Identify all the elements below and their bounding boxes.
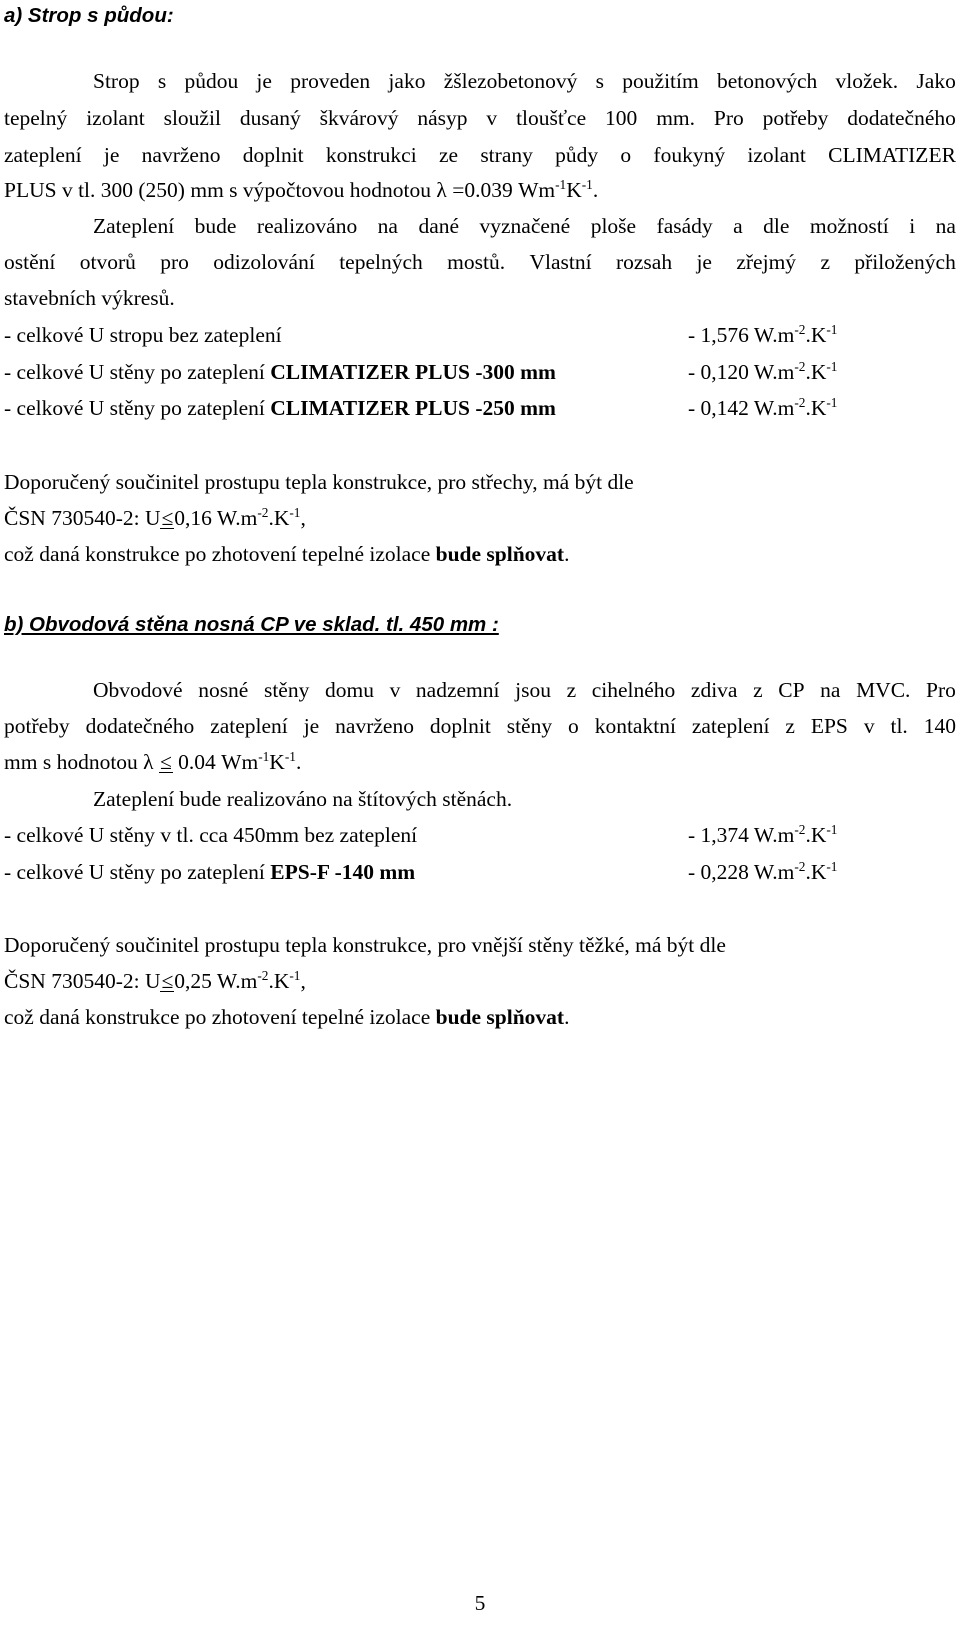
word: násyp <box>417 106 468 130</box>
section-a-para2-line2 <box>4 252 956 274</box>
word: jako <box>388 69 426 93</box>
word: Vlastní <box>529 250 592 274</box>
word: z <box>753 678 763 702</box>
word: izolant <box>86 106 145 130</box>
word: zdiva <box>690 678 738 702</box>
word: 140 <box>923 714 956 738</box>
word: zateplení <box>691 714 770 738</box>
word: dodatečného <box>85 714 195 738</box>
word: a <box>733 214 743 238</box>
section-a-value-row-2-value: - 0,120 $W.m^{-2}.K^{-1}$ <box>688 359 838 384</box>
word: Strop <box>93 69 140 93</box>
word: na <box>935 214 956 238</box>
word: je <box>256 69 272 93</box>
word: Zateplení <box>93 214 175 238</box>
word: z <box>566 678 577 702</box>
word: půdy <box>555 143 599 167</box>
section-a-recommendation-line3: což daná konstrukce po zhotovení tepelné izolace bude splňovat. <box>4 542 570 566</box>
word: proveden <box>290 69 371 93</box>
word: otvorů <box>79 250 136 274</box>
word: bude <box>194 214 237 238</box>
word: je <box>696 250 712 274</box>
word: Obvodové <box>93 678 183 702</box>
word: zateplení <box>210 714 288 738</box>
word: na <box>377 214 398 238</box>
word: ostění <box>4 250 56 274</box>
word: vložek. <box>835 69 899 93</box>
word: je <box>303 714 320 738</box>
word: tl. <box>890 714 908 738</box>
word: dané <box>418 214 460 238</box>
word: ze <box>438 143 459 167</box>
section-b-value-row-2-label: - celkové U stěny po zateplení EPS-F -140 mm <box>4 860 416 884</box>
section-b-value-row-1-label: - celkové U stěny v tl. cca 450mm bez zateplení <box>4 823 418 847</box>
word: i <box>909 214 916 238</box>
word: Pro <box>713 106 744 130</box>
section-b-heading: b) Obvodová stěna nosná CP ve sklad. tl. 450 mm : <box>4 613 499 636</box>
word: s <box>595 69 605 93</box>
word: doplnit <box>429 714 491 738</box>
word: vyznačené <box>479 214 571 238</box>
word: pro <box>160 250 189 274</box>
word: potřeby <box>762 106 829 130</box>
word: domu <box>324 678 374 702</box>
word: dusaný <box>239 106 301 130</box>
word: CLIMATIZER <box>828 143 956 167</box>
section-a-para1-line2 <box>4 108 956 130</box>
word: s <box>157 69 167 93</box>
word: z <box>785 714 795 738</box>
word: v <box>486 106 498 130</box>
section-a-recommendation-line2: ČSN 730540-2: U≤0,16 $W.m^{-2}.K^{-1}$, <box>4 505 306 530</box>
section-a-para2-line1 <box>93 216 956 238</box>
section-b-para1-line1 <box>93 680 956 702</box>
word: strany <box>480 143 533 167</box>
word: v <box>863 714 875 738</box>
word: na <box>820 678 841 702</box>
section-a-value-row-1-value: - 1,576 $W.m^{-2}.K^{-1}$ <box>688 322 838 347</box>
word: mm. <box>656 106 696 130</box>
section-a-recommendation-line1: Doporučený součinitel prostupu tepla konstrukce, pro střechy, má být dle <box>4 470 634 494</box>
word: je <box>103 143 120 167</box>
section-b-recommendation-line2: ČSN 730540-2: U≤0,25 $W.m^{-2}.K^{-1}$, <box>4 968 306 993</box>
section-b-recommendation-line3: což daná konstrukce po zhotovení tepelné izolace bude splňovat. <box>4 1005 570 1029</box>
word: cihelného <box>591 678 676 702</box>
section-a-para1-line4: PLUS v tl. 300 (250) mm s výpočtovou hodnotou λ =0.039 $Wm^{-1}K^{-1}$. <box>4 177 599 202</box>
word: izolant <box>747 143 806 167</box>
word: v <box>389 678 401 702</box>
word: kontaktní <box>594 714 676 738</box>
word: přiložených <box>854 250 956 274</box>
word: tloušťce <box>516 106 587 130</box>
word: o <box>620 143 632 167</box>
section-a-value-row-3-label: - celkové U stěny po zateplení CLIMATIZER PLUS -250 mm <box>4 396 556 420</box>
word: dodatečného <box>847 106 956 130</box>
word: foukyný <box>653 143 726 167</box>
word: škvárový <box>319 106 399 130</box>
word: navrženo <box>141 143 221 167</box>
section-a-para1-line1 <box>93 71 956 93</box>
word: tepelný <box>4 106 68 130</box>
word: nosné <box>198 678 249 702</box>
word: betonových <box>716 69 818 93</box>
section-a-para2-line3: stavebních výkresů. <box>4 286 175 310</box>
word: 100 <box>605 106 638 130</box>
section-b-recommendation-line1: Doporučený součinitel prostupu tepla konstrukce, pro vnější stěny těžké, má být dle <box>4 933 726 957</box>
word: možností <box>809 214 889 238</box>
page-number: 5 <box>474 1591 486 1615</box>
word: sloužil <box>163 106 221 130</box>
section-b-value-row-2-value: - 0,228 $W.m^{-2}.K^{-1}$ <box>688 859 838 884</box>
word: CP <box>778 678 805 702</box>
section-a-heading: a) Strop s půdou: <box>4 4 174 27</box>
word: z <box>820 250 830 274</box>
word: ploše <box>590 214 637 238</box>
word: žšlezobetonový <box>443 69 578 93</box>
word: fasády <box>656 214 713 238</box>
word: mostů. <box>447 250 506 274</box>
section-a-value-row-1-label: - celkové U stropu bez zateplení <box>4 323 282 347</box>
word: Jako <box>916 69 956 93</box>
word: tepelných <box>339 250 423 274</box>
word: Pro <box>926 678 956 702</box>
word: o <box>568 714 579 738</box>
section-a-value-row-2-label: - celkové U stěny po zateplení CLIMATIZER PLUS -300 mm <box>4 360 556 384</box>
section-b-para2: Zateplení bude realizováno na štítových stěnách. <box>93 787 513 811</box>
word: potřeby <box>4 714 70 738</box>
section-b-para1-line2 <box>4 716 956 738</box>
word: navrženo <box>335 714 414 738</box>
word: půdou <box>184 69 239 93</box>
word: odizolování <box>213 250 315 274</box>
word: stěny <box>506 714 553 738</box>
word: použitím <box>622 69 699 93</box>
section-a-value-row-3-value: - 0,142 $W.m^{-2}.K^{-1}$ <box>688 395 838 420</box>
section-b-para1-line3: mm s hodnotou λ ≤ 0.04 $Wm^{-1}K^{-1}$. <box>4 749 302 774</box>
section-a-para1-line3 <box>4 145 956 167</box>
word: doplnit <box>242 143 304 167</box>
word: EPS <box>810 714 848 738</box>
word: jsou <box>515 678 551 702</box>
word: konstrukci <box>325 143 417 167</box>
word: zřejmý <box>736 250 797 274</box>
word: MVC. <box>856 678 911 702</box>
word: rozsah <box>615 250 673 274</box>
word: stěny <box>263 678 310 702</box>
word: dle <box>763 214 790 238</box>
section-b-value-row-1-value: - 1,374 $W.m^{-2}.K^{-1}$ <box>688 822 838 847</box>
word: realizováno <box>256 214 358 238</box>
word: zateplení <box>4 143 82 167</box>
word: nadzemní <box>415 678 500 702</box>
